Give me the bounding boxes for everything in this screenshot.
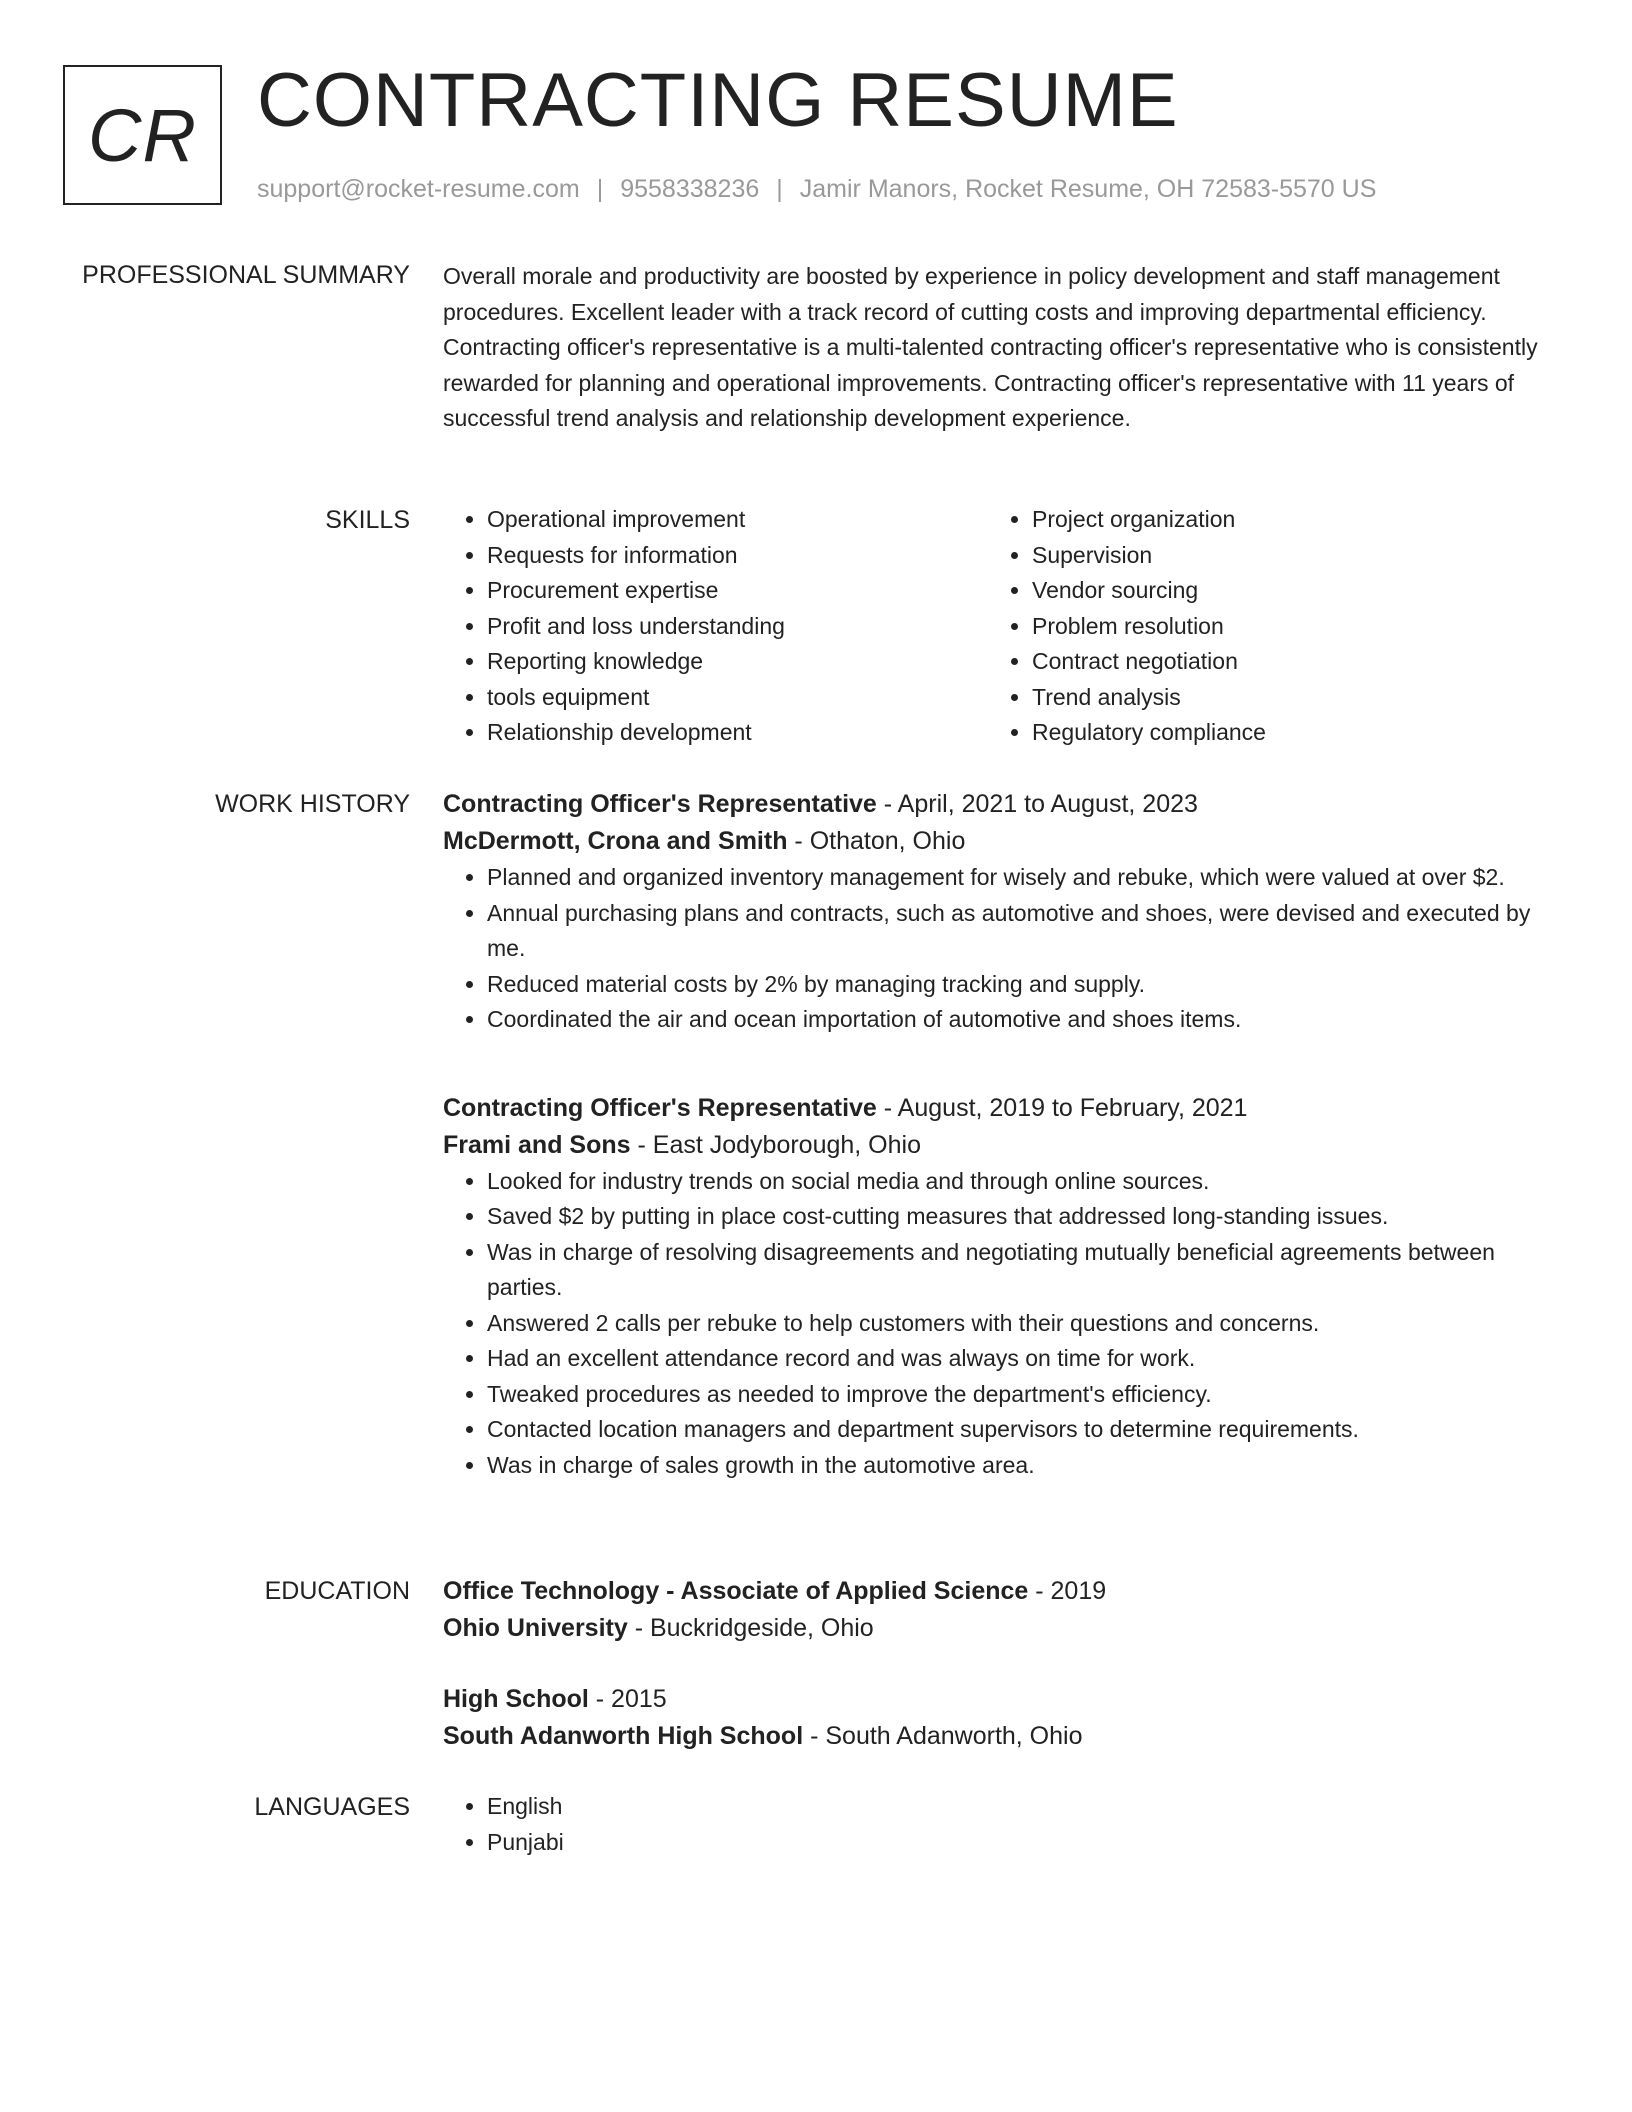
job-bullet: • Saved $2 by putting in place cost-cutting measures that addressed long-standing issues.	[487, 1199, 1548, 1235]
education-year: - 2015	[588, 1685, 667, 1713]
education-entry	[443, 1573, 1548, 1647]
skill-item: • Problem resolution	[1032, 609, 1533, 645]
job-bullet: • Annual purchasing plans and contracts, such as automotive and shoes, were devised and executed by me.	[487, 896, 1548, 967]
section-label-skills: SKILLS	[325, 506, 410, 534]
job-location: - Othaton, Ohio	[787, 827, 966, 855]
job-bullet: • Was in charge of resolving disagreements and negotiating mutually beneficial agreements between parties.	[487, 1235, 1548, 1306]
job-dates: - August, 2019 to February, 2021	[876, 1093, 1248, 1122]
education-degree-line	[443, 1681, 1548, 1718]
job-bullet: • Reduced material costs by 2% by managing tracking and supply.	[487, 967, 1548, 1003]
skills-body	[443, 502, 1548, 751]
skill-item: • tools equipment	[487, 680, 988, 716]
contact-email[interactable]: support@rocket-resume.com	[257, 175, 580, 203]
job-bullet: • Tweaked procedures as needed to improve the department's efficiency.	[487, 1377, 1548, 1413]
contact-separator: |	[596, 175, 604, 203]
job-title: Contracting Officer's Representative	[443, 790, 877, 818]
job-title-line	[443, 786, 1548, 823]
contact-address: Jamir Manors, Rocket Resume, OH 72583-5570 US	[799, 175, 1377, 203]
education-school-line	[443, 1610, 1548, 1647]
job-bullet: • Planned and organized inventory management for wisely and rebuke, which were valued at over $2.	[487, 860, 1548, 896]
education-entry	[443, 1681, 1548, 1755]
contact-line	[257, 172, 1376, 206]
education-degree: High School	[443, 1685, 589, 1713]
resume-title: CONTRACTING RESUME	[257, 58, 1179, 143]
education-school-line	[443, 1718, 1548, 1755]
education-location: - South Adanworth, Ohio	[803, 1722, 1083, 1750]
skill-item: • Regulatory compliance	[1032, 715, 1533, 751]
education-school: South Adanworth High School	[443, 1722, 804, 1750]
job-bullet: • Contacted location managers and department supervisors to determine requirements.	[487, 1412, 1548, 1448]
education-year: - 2019	[1028, 1577, 1107, 1605]
job-bullet: • Answered 2 calls per rebuke to help customers with their questions and concerns.	[487, 1306, 1548, 1342]
job-company: Frami and Sons	[443, 1130, 631, 1159]
job-title-line	[443, 1090, 1548, 1127]
skill-item: • Relationship development	[487, 715, 988, 751]
languages-list	[443, 1789, 1548, 1860]
job-entry	[443, 1090, 1548, 1484]
section-label-languages: LANGUAGES	[254, 1793, 410, 1821]
job-bullet-list	[443, 860, 1548, 1038]
section-label-summary: PROFESSIONAL SUMMARY	[82, 261, 410, 289]
skills-list-right	[988, 502, 1533, 751]
skill-item: • Vendor sourcing	[1032, 573, 1533, 609]
education-location: - Buckridgeside, Ohio	[627, 1614, 874, 1642]
section-label-work-history: WORK HISTORY	[215, 790, 410, 818]
skill-item: • Procurement expertise	[487, 573, 988, 609]
section-label-education: EDUCATION	[264, 1577, 410, 1605]
skill-item: • Contract negotiation	[1032, 644, 1533, 680]
skill-item: • Reporting knowledge	[487, 644, 988, 680]
skill-item: • Project organization	[1032, 502, 1533, 538]
monogram-logo: CR	[63, 65, 222, 205]
contact-separator: |	[776, 175, 783, 203]
contact-phone[interactable]: 9558338236	[620, 175, 760, 203]
summary-body	[443, 259, 1548, 437]
education-body	[443, 1573, 1548, 1755]
job-location: - East Jodyborough, Ohio	[630, 1130, 921, 1159]
language-item: • Punjabi	[487, 1825, 1548, 1861]
skill-item: • Profit and loss understanding	[487, 609, 988, 645]
job-company: McDermott, Crona and Smith	[443, 827, 788, 855]
job-bullet: • Coordinated the air and ocean importation of automotive and shoes items.	[487, 1002, 1548, 1038]
skill-item: • Supervision	[1032, 538, 1533, 574]
language-item: • English	[487, 1789, 1548, 1825]
skill-item: • Operational improvement	[487, 502, 988, 538]
skills-list-left	[443, 502, 988, 751]
job-company-line	[443, 1127, 1548, 1164]
education-degree-line	[443, 1573, 1548, 1610]
job-company-line	[443, 823, 1548, 860]
education-degree: Office Technology - Associate of Applied Science	[443, 1577, 1029, 1605]
job-dates: - April, 2021 to August, 2023	[876, 790, 1198, 818]
work-history-body	[443, 786, 1548, 1483]
job-bullet: • Was in charge of sales growth in the automotive area.	[487, 1448, 1548, 1484]
job-title: Contracting Officer's Representative	[443, 1093, 877, 1122]
skill-item: • Trend analysis	[1032, 680, 1533, 716]
job-bullet: • Looked for industry trends on social media and through online sources.	[487, 1164, 1548, 1200]
job-entry	[443, 786, 1548, 1038]
job-bullet: • Had an excellent attendance record and was always on time for work.	[487, 1341, 1548, 1377]
skill-item: • Requests for information	[487, 538, 988, 574]
summary-text: Overall morale and productivity are boosted by experience in policy development and staff management procedures. Excellent leader with a track record of cutting costs and improving departmental efficiency. Contracting officer's representative is a multi-talented contracting officer's representative who is consistently rewarded for planning and operational improvements. Contracting officer's representative with 11 years of successful trend analysis and relationship development experience.	[443, 263, 1538, 431]
job-bullet-list	[443, 1164, 1548, 1484]
education-school: Ohio University	[443, 1614, 628, 1642]
languages-body	[443, 1789, 1548, 1860]
